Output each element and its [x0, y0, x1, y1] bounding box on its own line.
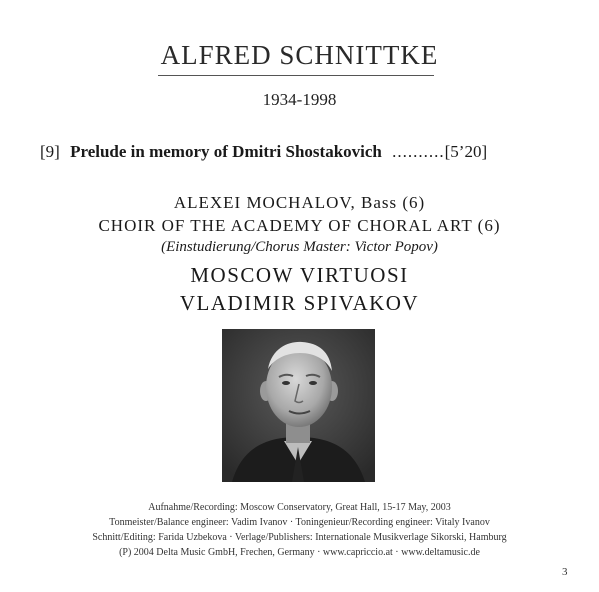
- page-number: 3: [562, 566, 568, 578]
- composer-name: ALFRED SCHNITTKE: [160, 40, 439, 70]
- credits-engineers: Tonmeister/Balance engineer: Vadim Ivanov · Toningenieur/Recording engineer: Vitaly Ivanov: [109, 517, 490, 528]
- credits-editing-publisher: Schnitt/Editing: Farida Uzbekova · Verlage/Publishers: Internationale Musikverlage Sikorski, Hamburg: [92, 532, 507, 543]
- composer-dates: 1934-1998: [262, 90, 337, 109]
- conductor-name: VLADIMIR SPIVAKOV: [179, 291, 420, 315]
- track-entry: [40, 142, 560, 162]
- track-leader-dots: ..........: [392, 142, 445, 161]
- conductor-photo: [222, 329, 375, 482]
- recording-credits: [0, 500, 599, 560]
- title-divider: [158, 75, 434, 76]
- track-duration: [5’20]: [444, 142, 488, 161]
- track-title: Prelude in memory of Dmitri Shostakovich: [70, 142, 382, 161]
- chorus-master: (Einstudierung/Chorus Master: Victor Popov): [161, 239, 438, 255]
- portrait-image: [222, 329, 375, 482]
- performer-soloist: ALEXEI MOCHALOV, Bass (6): [173, 193, 426, 212]
- credits-copyright: (P) 2004 Delta Music GmbH, Frechen, Germany · www.capriccio.at · www.deltamusic.de: [119, 547, 480, 558]
- ensemble-name: MOSCOW VIRTUOSI: [190, 263, 409, 287]
- performer-choir: CHOIR OF THE ACADEMY OF CHORAL ART (6): [98, 216, 501, 235]
- track-number: [9]: [40, 142, 60, 161]
- credits-recording: Aufnahme/Recording: Moscow Conservatory, Great Hall, 15-17 May, 2003: [148, 502, 451, 513]
